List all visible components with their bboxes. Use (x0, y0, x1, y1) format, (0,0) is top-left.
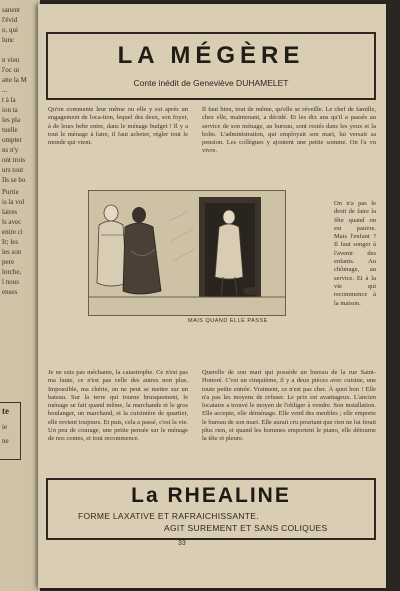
story-column-1-lower (48, 369, 188, 474)
adjacent-page-edge (0, 0, 40, 591)
edge-text: laires (2, 208, 18, 216)
edge-text: tuelle (2, 126, 18, 134)
edge-text: t à la (2, 96, 16, 104)
story-paragraph: Querelle de son mari qui possède un bureau de la rue Saint-Honoré. C'est un cinquième, il y a deux pièces avec cuisine, une toute petite entrée. Vraiment, ce n'est pas cher. À quoi bon ! Elle n'a pas les moyens de refuser. Le prix est avantageux. L'ancien locataire a trouvé le moyen de l'obliger à vendre. Son installation. Elle accepte, elle déménage. Elle vend des meubles ; elle emporte le bureau de son mari. Elle aurait cru pourtant que rien ne lui ferait plus rien, et quand les hommes emportent le piano, elle détourne la tête et pleure. (202, 369, 376, 443)
edge-text: Ils se bo (2, 176, 26, 184)
edge-ad-text: ie (2, 423, 8, 431)
edge-text: enire ci (2, 228, 23, 236)
story-paragraph: Je ne suis pas méchante, la catastrophe. Ce n'est pas ma faute, ce n'est pas celle des autres non plus. Impossible, ma chérie, on ne peut se mettre sur un bateau. Sur la terre qui tourne brusquement, le ménage se fait quand même, la marchande et le gros boulanger, un marchand, et la cuisinière de quartier, elle revient toujours. Et puis, cela a passé, c'est la vie. Un peu de courage, une petite pensée sur le ménage de nos contes, et tout recommence. (48, 369, 188, 443)
edge-text: Purtie (2, 188, 19, 196)
edge-text: ... (2, 86, 8, 94)
edge-text: o, qui (2, 26, 18, 34)
story-illustration (88, 190, 286, 316)
edge-text: lunc (2, 36, 15, 44)
edge-text: enses (2, 288, 18, 296)
edge-text: urs tout (2, 166, 24, 174)
ad-tagline-1: FORME LAXATIVE ET RAFRAICHISSANTE. (78, 511, 259, 521)
story-title: LA MÉGÈRE (117, 42, 305, 69)
story-column-2-side (334, 200, 376, 365)
edge-text: ns n'y (2, 146, 19, 154)
edge-text: sanent (2, 6, 20, 14)
edge-text: les pla (2, 116, 21, 124)
story-column-1 (48, 106, 188, 194)
story-column-2 (202, 106, 376, 194)
story-header (46, 32, 376, 100)
page-number: 33 (178, 540, 186, 547)
edge-text: atte la M (2, 76, 27, 84)
edge-text: lorche, (2, 268, 22, 276)
edge-text: ls avec (2, 218, 22, 226)
edge-text: is la vol (2, 198, 25, 206)
edge-text: l nous (2, 278, 19, 286)
edge-ad-box (0, 402, 21, 460)
story-paragraph: Il faut bien, tout de même, qu'elle se réveille. Le chef de famille, chez elle, maintenant, a décidé. Et les dix ans qu'il a passés au service de son ménage, au bureau, sont restés dans les yeux et la boîte. L'administration, qui employait son mari, lui versait sa pension. Les collègues y ajoutent une petite somme. On l'a vu vivre. (202, 106, 376, 155)
magazine-page (38, 4, 386, 588)
story-byline: Conte inédit de Geneviève DUHAMELET (133, 78, 289, 88)
story-paragraph: On n'a pas le droit de faire la fête quand on est pauvre. Mais l'enfant ? Il faut songer à l'avenir des enfants. Au chômage, au service. Et à la vie qui recommence à la maison. (334, 200, 376, 307)
illustration-caption: MAIS QUAND ELLE PASSE (188, 318, 268, 324)
ad-tagline-2: AGIT SUREMENT ET SANS COLIQUES (164, 523, 328, 533)
edge-text: pere (2, 258, 15, 266)
edge-text: ompter (2, 136, 22, 144)
edge-text: ont trois (2, 156, 26, 164)
story-paragraph: Qu'on commente leur même ou elle y est après un engagement de loca-tion, lequel des deux, son foyer, à de leurs bebe entre, dans le ménage budget ! Il y a tout le ménage à faire, il faut acheter, régler tout le monde qui vient. (48, 106, 188, 147)
edge-text: ion ta (2, 106, 18, 114)
illustration-drawing (89, 191, 285, 315)
edge-text: l'oc ui (2, 66, 20, 74)
edge-text: n vieu (2, 56, 20, 64)
edge-text: Ir; les (2, 238, 19, 246)
ad-brand: La RHEALINE (131, 484, 291, 507)
edge-text: l'évid (2, 16, 18, 24)
edge-ad-text: te (2, 406, 9, 416)
edge-ad-text: ne (2, 437, 9, 445)
advertisement (46, 478, 376, 540)
story-column-2-lower (202, 369, 376, 474)
edge-text: les son (2, 248, 22, 256)
